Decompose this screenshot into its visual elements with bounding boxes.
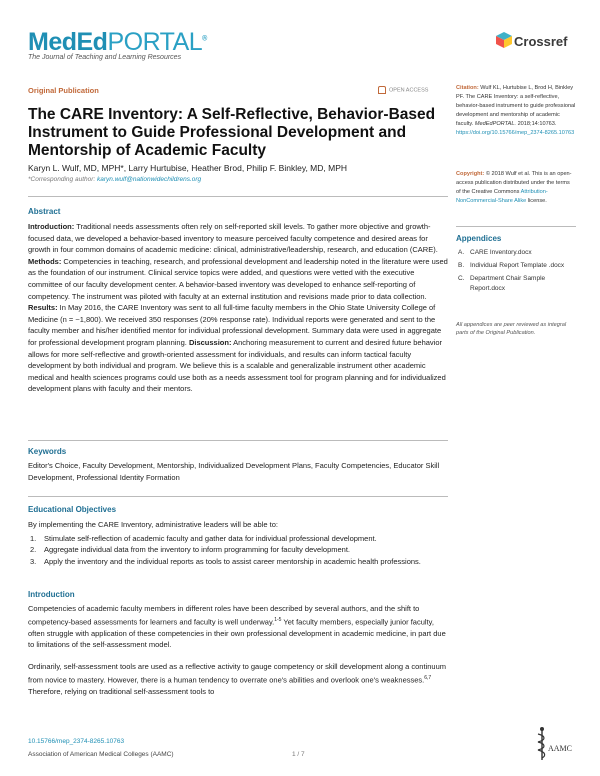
crossref-badge[interactable] [496, 28, 576, 56]
page-number: 1 / 7 [292, 751, 305, 758]
appendix-item[interactable]: C. Department Chair Sample Report.docx [458, 275, 546, 292]
aamc-label: AAMC [548, 744, 573, 753]
objective-item: 2. Aggregate individual data from the inventory to inform programming for faculty development. [30, 545, 350, 555]
logo-part2: PORTAL [107, 28, 203, 56]
divider [456, 226, 576, 227]
appendices-list [456, 248, 576, 297]
keywords-text: Editor's Choice, Faculty Development, Mentorship, Individualized Development Plans, Faculty Competencies, Educator Skill Development, Professional Identity Formation [28, 461, 440, 482]
article-title: The CARE Inventory: A Self-Reflective, Behavior-Based Instrument to Guide Professional Development and Mentorship of Academic Faculty [28, 106, 436, 159]
citation-doi-link[interactable]: https://doi.org/10.15766/mep_2374-8265.10763 [456, 130, 575, 136]
introduction-paragraph-1: Competencies of academic faculty members in different roles have been described by several authors, and the shift to competency-based assessments for learners and faculty is well underway.$^{1-5}$ Yet faculty members, especially junior faculty, often struggle with application of these competencies in their own professional development in academic medicine, in part due to limitations of the self-assessment model. [28, 604, 446, 650]
objectives-lead: By implementing the CARE Inventory, administrative leaders will be able to: [28, 520, 278, 529]
abstract-text: Introduction: Traditional needs assessments often rely on self-reported skill levels. To gather more objective and growth-focused data, we developed a behavior-based inventory to measure perceived faculty competence and desired areas for growth in four common domains of academic medicine: clinical, administrative/leadership, research, and education (CARE). Methods: Competencies in teaching, research, and professional development and leadership noted in the literature were used as the foundation of our instrument. Clinical service topics were added, and questions were vetted with the executive committee of our faculty development center. A behavior-based inventory was developed to enhance self-reporting of competency. The instrument was piloted with faculty at an external institution and revisions made prior to data collection. Results: In May 2016, the CARE Inventory was sent to all full-time faculty members in the Ohio State University College of Medicine (n = ~1,800). We received 350 responses (20% response rate). Individual reports were generated and sent to the faculty member and his/her identified mentor for individual professional development. Summary data were used in aggregate for professional development program planning. Discussion: Anchoring measurement to current and desired future behavior allows for more self-reflective and growth-oriented assessment for individuals, and results can inform tactical faculty development by both individual and program. We believe this is a scalable and generalizable instrument other academic medical and health sciences programs could use both as a needs assessment tool for program planning and for individualized development plans with faculty and their mentors. [28, 222, 448, 394]
aamc-logo [536, 726, 578, 762]
citation-block: Citation: Wulf KL, Hurtubise L, Brod H, Binkley PF. The CARE Inventory: a self-reflective, behavior-based instrument to guide professional development and mentorship of academic faculty. MedEdPORTAL. 2018;14:10763. https://doi.org/10.15766/mep_2374-8265.10763 [456, 85, 576, 136]
appendix-item[interactable]: A. CARE Inventory.docx [458, 249, 532, 256]
author-list: Karyn L. Wulf, MD, MPH*, Larry Hurtubise, Heather Brod, Philip F. Binkley, MD, MPH [28, 163, 348, 173]
corresponding-email-link[interactable]: karyn.wulf@nationwidechildrens.org [97, 176, 202, 183]
objectives-list [28, 533, 448, 567]
publication-type: Original Publication [28, 86, 99, 95]
appendix-item[interactable]: B. Individual Report Template .docx [458, 262, 565, 269]
corresponding-author: *Corresponding author: karyn.wulf@nationwidechildrens.org [28, 176, 202, 183]
keywords-heading: Keywords [28, 447, 67, 456]
objectives-heading: Educational Objectives [28, 505, 117, 514]
divider [28, 440, 448, 441]
license-link[interactable]: Attribution-NonCommercial-Share Alike [456, 189, 548, 204]
introduction-heading: Introduction [28, 590, 75, 599]
abstract-heading: Abstract [28, 207, 61, 216]
objective-item: 1. Stimulate self-reflection of academic faculty and gather data for individual professional development. [30, 534, 377, 543]
appendices-heading: Appendices [456, 234, 502, 243]
logo-part1: MedEd [28, 28, 108, 56]
open-lock-icon [378, 86, 386, 94]
divider [28, 196, 448, 197]
logo-tagline: The Journal of Teaching and Learning Resources [28, 54, 182, 61]
footer-doi-link[interactable]: 10.15766/mep_2374-8265.10763 [28, 738, 125, 745]
crossref-label: Crossref [514, 34, 568, 49]
footer-organization: Association of American Medical Colleges (AAMC) [28, 751, 174, 758]
divider [28, 496, 448, 497]
open-access-badge: OPEN ACCESS [378, 86, 428, 94]
appendix-note: All appendices are peer reviewed as integral parts of the Original Publication. [456, 322, 567, 337]
introduction-paragraph-2: Ordinarily, self-assessment tools are used as a reflective activity to gauge competency or skill development along a continuum from novice to mastery. However, there is a human tendency to overrate one's abilities and overlook one's weaknesses.$^{6,7}$ Therefore, relying on traditional self-assessment tools to [28, 662, 446, 696]
copyright-block: Copyright: © 2018 Wulf et al. This is an open-access publication distributed under the terms of the Creative Commons Attribution-NonCommercial-Share Alike license. [456, 171, 572, 204]
caduceus-icon [536, 726, 548, 760]
crossref-icon [496, 30, 512, 48]
journal-logo: MedEdPORTAL® [28, 28, 207, 56]
objective-item: 3. Apply the inventory and the individual reports as tools to assist career mentorship in academic health professions. [30, 556, 421, 566]
